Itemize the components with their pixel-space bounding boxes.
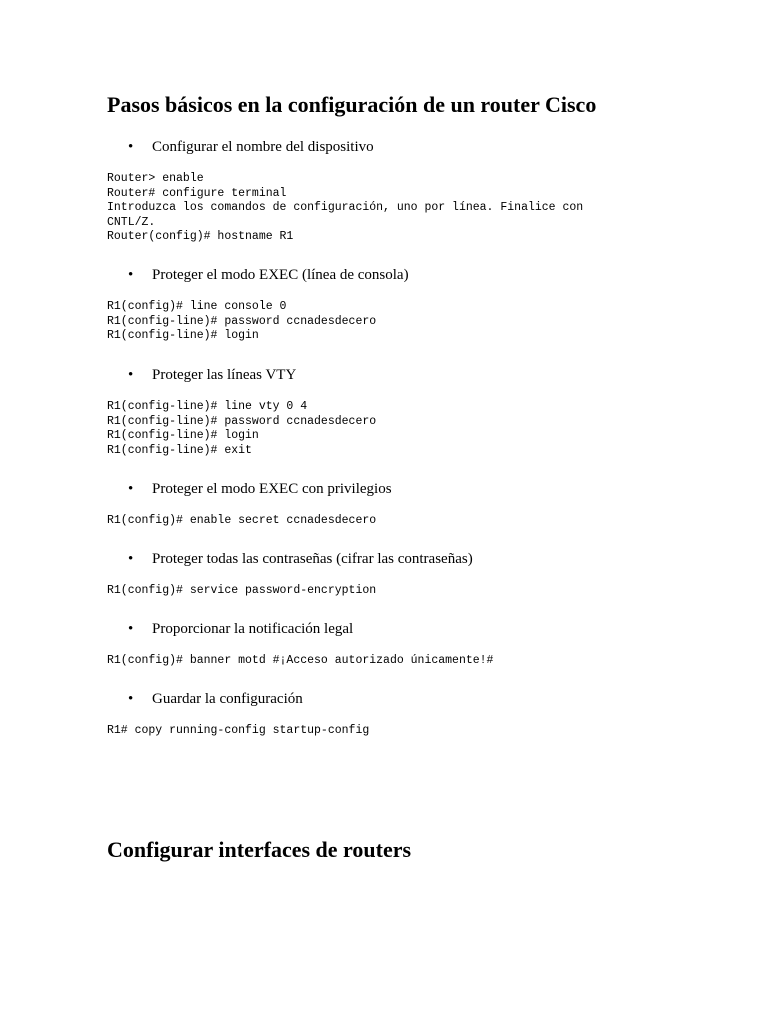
bullet-item-console-line (128, 266, 409, 284)
code-line: CNTL/Z. (107, 215, 156, 229)
bullet-dot-icon: • (128, 551, 134, 567)
bullet-item-device-name (128, 138, 374, 156)
code-block-legal-notice (107, 654, 493, 669)
code-line: Introduzca los comandos de configuración, uno por línea. Finalice con (107, 201, 584, 215)
code-line: R1(config)# banner motd #¡Acceso autorizado únicamente!# (107, 654, 494, 667)
bullet-dot-icon: • (128, 267, 134, 283)
code-block-encrypt-passwords (107, 584, 376, 599)
section-title-interfaces: Configurar interfaces de routers (107, 837, 412, 862)
bullet-text: Proteger el modo EXEC con privilegios (152, 481, 392, 497)
code-line: R1(config-line)# login (107, 329, 259, 343)
bullet-text: Configurar el nombre del dispositivo (152, 139, 374, 155)
bullet-dot-icon: • (128, 691, 134, 707)
code-line: R1(config)# line console 0 (107, 300, 287, 313)
page-title: Pasos básicos en la configuración de un router Cisco (107, 92, 597, 117)
code-line: Router(config)# hostname R1 (107, 230, 294, 244)
bullet-dot-icon: • (128, 367, 134, 383)
code-line: R1(config-line)# password ccnadesdecero (107, 314, 377, 328)
code-block-privileged-exec (107, 514, 376, 529)
code-block-vty-lines (107, 400, 376, 458)
bullet-text: Proteger todas las contraseñas (cifrar las contraseñas) (152, 551, 473, 567)
code-line: R1(config)# enable secret ccnadesdecero (107, 514, 377, 527)
code-block-save-config (107, 724, 369, 739)
code-block-console-line (107, 300, 376, 344)
bullet-item-vty-lines (128, 366, 296, 384)
bullet-item-save-config (128, 690, 303, 708)
bullet-item-privileged-exec (128, 480, 392, 498)
code-line: R1(config-line)# line vty 0 4 (107, 400, 308, 413)
bullet-item-encrypt-passwords (128, 550, 473, 568)
bullet-dot-icon: • (128, 621, 134, 637)
bullet-dot-icon: • (128, 139, 134, 155)
code-line: R1# copy running-config startup-config (107, 724, 370, 737)
bullet-text: Proteger el modo EXEC (línea de consola) (152, 267, 409, 283)
code-line: Router> enable (107, 172, 204, 185)
bullet-item-legal-notice (128, 620, 353, 638)
code-line: R1(config-line)# password ccnadesdecero (107, 414, 377, 428)
code-block-device-name (107, 172, 583, 245)
bullet-dot-icon: • (128, 481, 134, 497)
code-line: R1(config-line)# login (107, 429, 259, 443)
code-line: R1(config-line)# exit (107, 443, 252, 457)
bullet-text: Guardar la configuración (152, 691, 303, 707)
code-line: R1(config)# service password-encryption (107, 584, 377, 597)
code-line: Router# configure terminal (107, 186, 287, 200)
bullet-text: Proteger las líneas VTY (152, 367, 297, 383)
bullet-text: Proporcionar la notificación legal (152, 621, 354, 637)
